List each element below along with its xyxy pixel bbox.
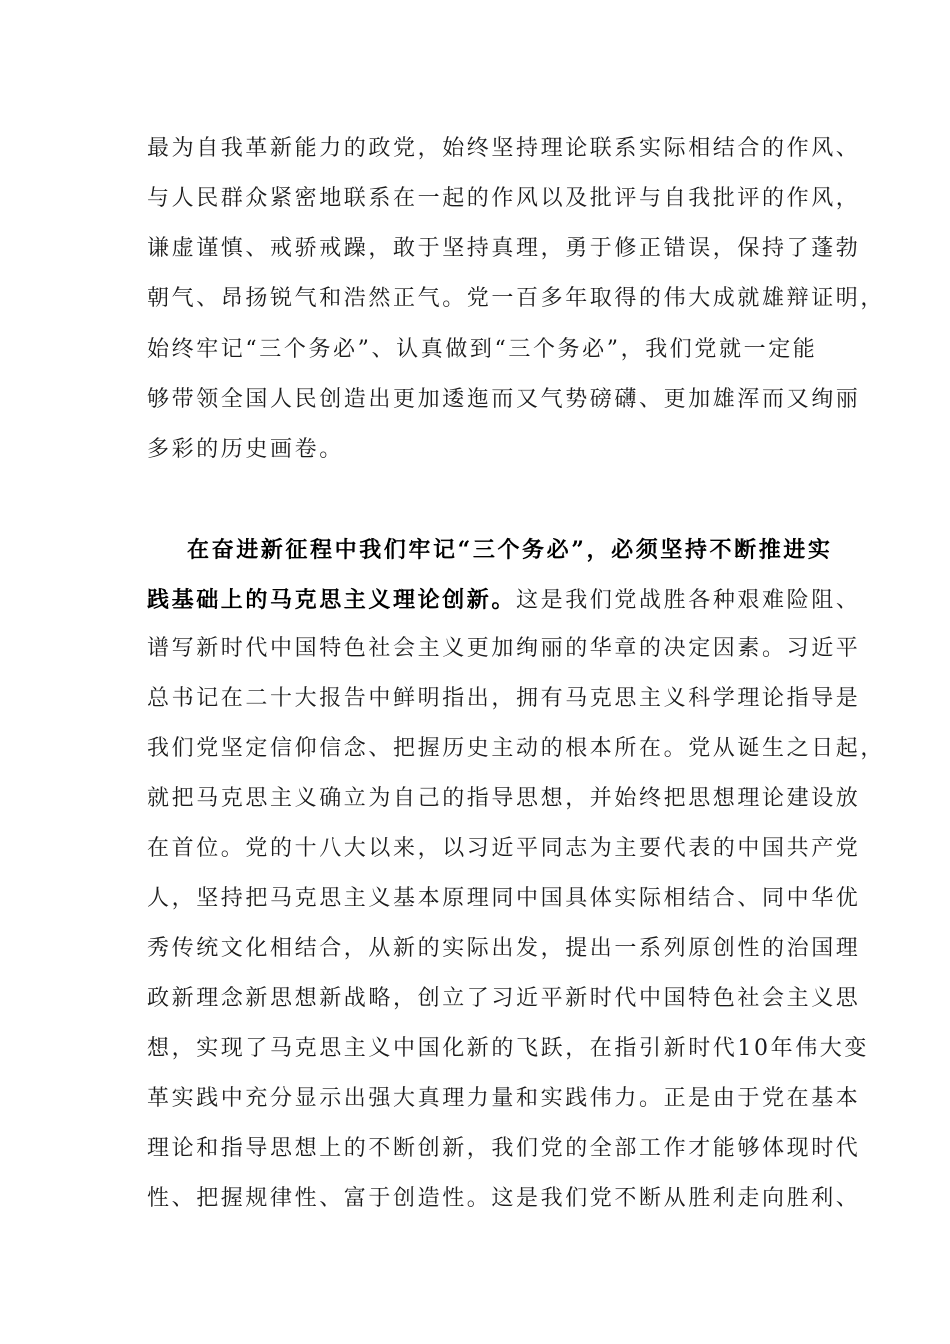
paragraph-2-heading-line-2: 践基础上的马克思主义理论创新。 bbox=[147, 587, 517, 613]
paragraph-1-line-2: 与人民群众紧密地联系在一起的作风以及批评与自我批评的作风， bbox=[147, 186, 861, 211]
paragraph-2-line-9: 秀传统文化相结合，从新的实际出发，提出一系列原创性的治国理 bbox=[147, 936, 861, 961]
paragraph-2-line-7: 在首位。党的十八大以来，以习近平同志为主要代表的中国共产党 bbox=[147, 836, 861, 861]
paragraph-1-line-4: 朝气、昂扬锐气和浩然正气。党一百多年取得的伟大成就雄辩证明， bbox=[147, 286, 886, 311]
paragraph-2-heading-line-1: 在奋进新征程中我们牢记“三个务必”，必须坚持不断推进实 bbox=[187, 537, 833, 563]
paragraph-2-line-10: 政新理念新思想新战略，创立了习近平新时代中国特色社会主义思 bbox=[147, 986, 861, 1011]
paragraph-2-line-2 bbox=[147, 580, 861, 620]
paragraph-2-line-4: 总书记在二十大报告中鲜明指出，拥有马克思主义科学理论指导是 bbox=[147, 686, 861, 711]
paragraph-2-line-8: 人，坚持把马克思主义基本原理同中国具体实际相结合、同中华优 bbox=[147, 886, 861, 911]
paragraph-2-line-13: 理论和指导思想上的不断创新，我们党的全部工作才能够体现时代 bbox=[147, 1136, 861, 1161]
paragraph-1-line-3: 谦虚谨慎、戒骄戒躁，敢于坚持真理，勇于修正错误，保持了蓬勃 bbox=[147, 236, 861, 261]
paragraph-1-line-5: 始终牢记“三个务必”、认真做到“三个务必”，我们党就一定能 bbox=[147, 337, 818, 362]
paragraph-2-line-14: 性、把握规律性、富于创造性。这是我们党不断从胜利走向胜利、 bbox=[147, 1186, 861, 1211]
paragraph-2-line-2-rest: 这是我们党战胜各种艰难险阻、 bbox=[516, 588, 861, 613]
paragraph-2-line-3: 谱写新时代中国特色社会主义更加绚丽的华章的决定因素。习近平 bbox=[147, 636, 861, 661]
paragraph-2-line-11: 想，实现了马克思主义中国化新的飞跃，在指引新时代10年伟大变 bbox=[147, 1036, 869, 1061]
paragraph-1-line-7: 多彩的历史画卷。 bbox=[147, 437, 344, 462]
paragraph-1-line-1: 最为自我革新能力的政党，始终坚持理论联系实际相结合的作风、 bbox=[147, 136, 861, 161]
paragraph-2-line-12: 革实践中充分显示出强大真理力量和实践伟力。正是由于党在基本 bbox=[147, 1086, 861, 1111]
paragraph-1-line-6: 够带领全国人民创造出更加逶迤而又气势磅礴、更加雄浑而又绚丽 bbox=[147, 387, 861, 412]
paragraph-2-line-6: 就把马克思主义确立为自己的指导思想，并始终把思想理论建设放 bbox=[147, 786, 861, 811]
paragraph-2-line-5: 我们党坚定信仰信念、把握历史主动的根本所在。党从诞生之日起， bbox=[147, 736, 886, 761]
